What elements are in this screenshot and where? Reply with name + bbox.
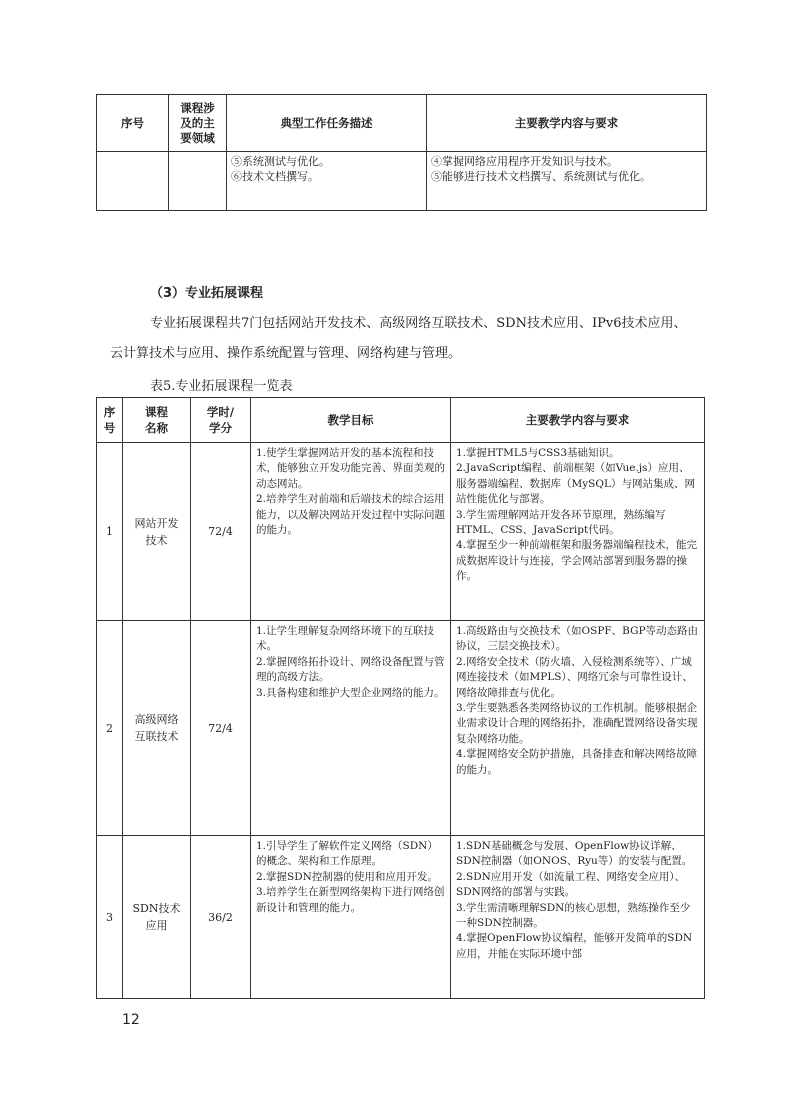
header-cell: 序号 (97, 95, 169, 152)
table-header-row (97, 95, 707, 152)
cell-name: SDN技术 应用 (123, 836, 191, 999)
header-cell: 教学目标 (251, 398, 451, 443)
cell-hours: 72/4 (191, 443, 251, 621)
section-intro: 专业拓展课程共7门包括网站开发技术、高级网络互联技术、SDN技术应用、IPv6技术应用、云计算技术与应用、操作系统配置与管理、网络构建与管理。 (110, 316, 687, 361)
cell-no: 1 (97, 443, 123, 621)
cell-goal: 1.使学生掌握网站开发的基本流程和技术，能够独立开发功能完善、界面美观的动态网站。 2.培养学生对前端和后端技术的综合运用能力，以及解决网站开发过程中实际问题的能力。 (251, 443, 451, 621)
cell-name: 高级网络 互联技术 (123, 621, 191, 836)
table-continuation (96, 94, 707, 211)
table-row (97, 443, 705, 621)
section-title: （3）专业拓展课程 (150, 286, 264, 301)
header-cell: 课程 名称 (123, 398, 191, 443)
table-caption: 表5.专业拓展课程一览表 (150, 379, 293, 394)
header-cell: 主要教学内容与要求 (451, 398, 705, 443)
cell-hours: 36/2 (191, 836, 251, 999)
cell-name: 网站开发 技术 (123, 443, 191, 621)
cell-hours: 72/4 (191, 621, 251, 836)
cell-content: 1.掌握HTML5与CSS3基础知识。 2.JavaScript编程、前端框架（如Vue.js）应用、服务器端编程、数据库（MySQL）与网站集成、网站性能优化与部署。 3.学生需理解网站开发各环节原理，熟练编写HTML、CSS、JavaScript代码。 4.掌握至少一种前端框架和服务器端编程技术，能完成数据库设计与连接，学会网站部署到服务器的操作。 (451, 443, 705, 621)
table-row (97, 152, 707, 211)
header-cell: 典型工作任务描述 (227, 95, 427, 152)
cell-content: ④掌握网络应用程序开发知识与技术。 ⑤能够进行技术文档撰写、系统测试与优化。 (427, 152, 707, 211)
header-cell: 课程涉 及的主 要领域 (169, 95, 227, 152)
cell-content: 1.SDN基础概念与发展、OpenFlow协议详解、SDN控制器（如ONOS、Ryu等）的安装与配置。 2.SDN应用开发（如流量工程、网络安全应用）、SDN网络的部署与实践。 3.学生需清晰理解SDN的核心思想，熟练操作至少一种SDN控制器。 4.掌握OpenFlow协议编程，能够开发简单的SDN应用，并能在实际环境中部 (451, 836, 705, 999)
header-cell: 主要教学内容与要求 (427, 95, 707, 152)
cell-field (169, 152, 227, 211)
cell-goal: 1.引导学生了解软件定义网络（SDN）的概念、架构和工作原理。 2.掌握SDN控制器的使用和应用开发。 3.培养学生在新型网络架构下进行网络创新设计和管理的能力。 (251, 836, 451, 999)
cell-content: 1.高级路由与交换技术（如OSPF、BGP等动态路由协议，三层交换技术）。 2.网络安全技术（防火墙、入侵检测系统等）、广域网连接技术（如MPLS）、网络冗余与可靠性设计、网络故障排查与优化。 3.学生要熟悉各类网络协议的工作机制。能够根据企业需求设计合理的网络拓扑，准确配置网络设备实现复杂网络功能。 4.掌握网络安全防护措施，具备排查和解决网络故障的能力。 (451, 621, 705, 836)
header-cell: 序 号 (97, 398, 123, 443)
cell-task: ⑤系统测试与优化。 ⑥技术文档撰写。 (227, 152, 427, 211)
cell-no (97, 152, 169, 211)
header-cell: 学时/ 学分 (191, 398, 251, 443)
table-row (97, 836, 705, 999)
table-header-row (97, 398, 705, 443)
cell-no: 3 (97, 836, 123, 999)
course-table (96, 397, 705, 999)
cell-no: 2 (97, 621, 123, 836)
page-number: 12 (122, 1012, 140, 1028)
table-row (97, 621, 705, 836)
cell-goal: 1.让学生理解复杂网络环境下的互联技术。 2.掌握网络拓扑设计、网络设备配置与管理的高级方法。 3.具备构建和维护大型企业网络的能力。 (251, 621, 451, 836)
